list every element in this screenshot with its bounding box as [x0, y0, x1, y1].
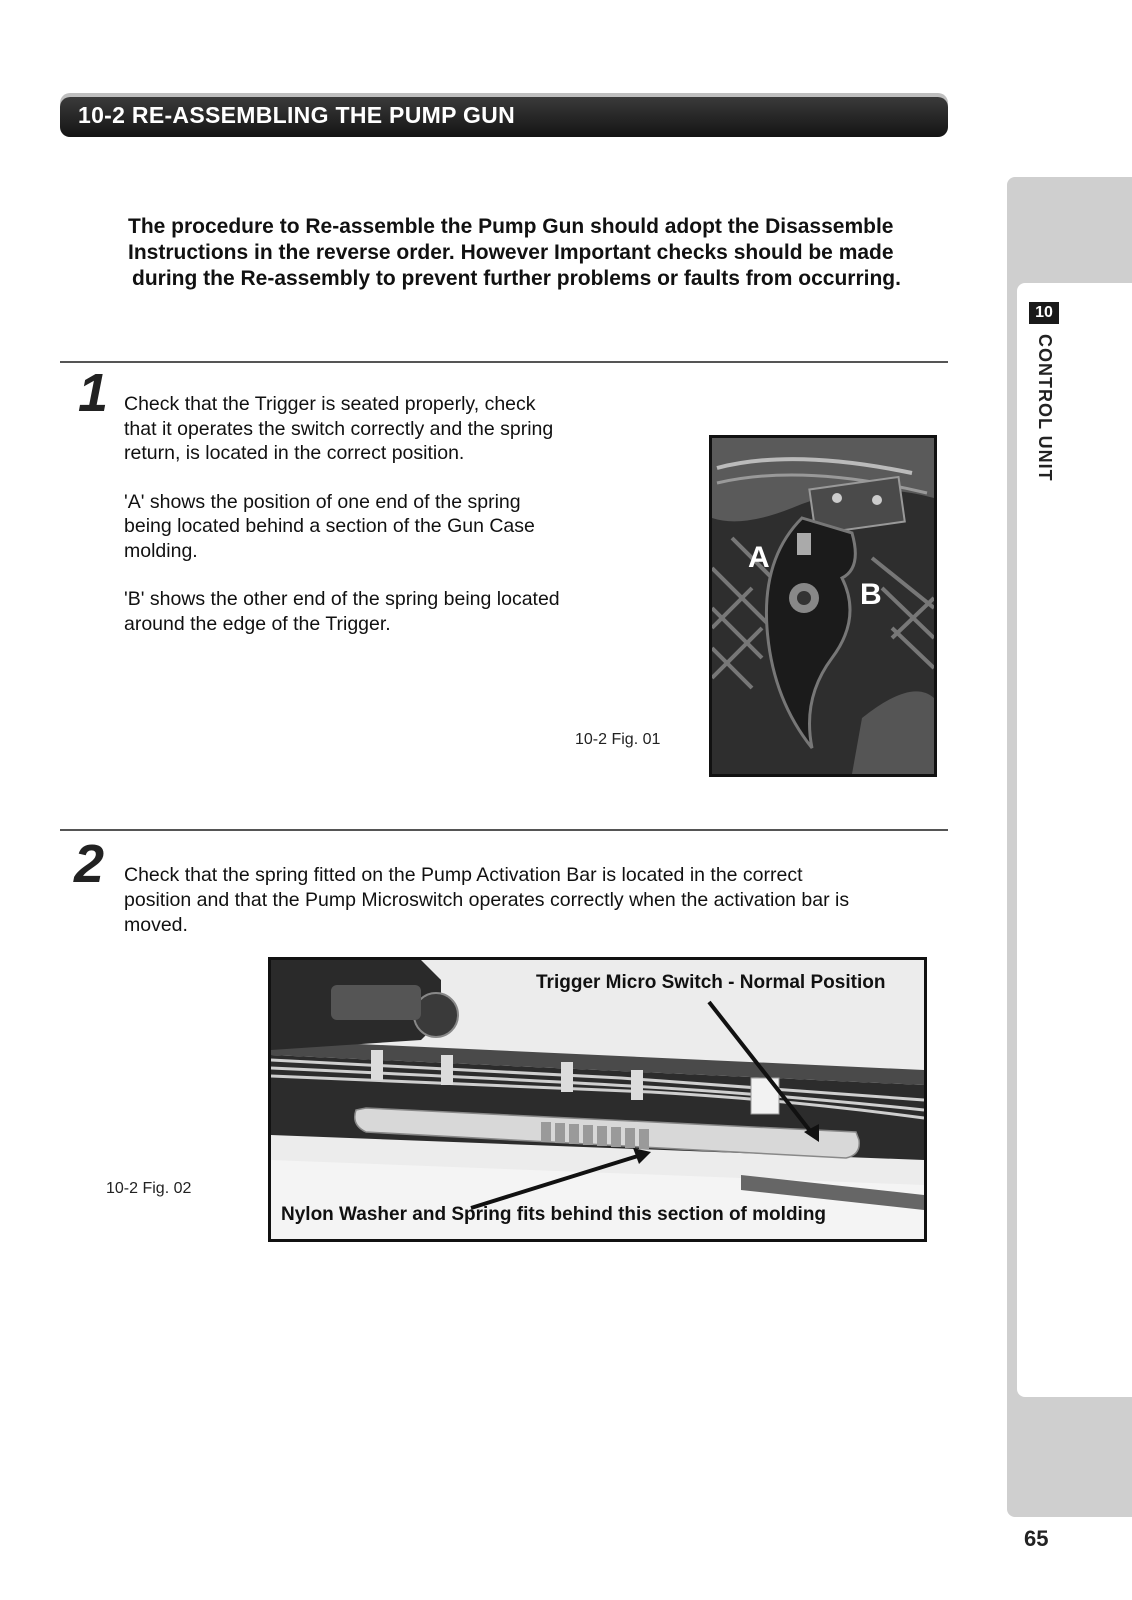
text-line: around the edge of the Trigger. — [124, 612, 391, 635]
trigger-photo — [709, 435, 937, 777]
pump-bar-photo-illustration — [271, 960, 924, 1239]
intro-line: Instructions in the reverse order. However Important checks should be made — [128, 241, 894, 264]
chapter-label: CONTROL UNIT — [1035, 334, 1055, 482]
step2-text — [124, 863, 948, 938]
figure-caption-02: 10-2 Fig. 02 — [106, 1180, 192, 1197]
figure-caption-01: 10-2 Fig. 01 — [575, 731, 661, 748]
section-divider — [60, 361, 948, 363]
intro-line: during the Re-assembly to prevent further problems or faults from occurring. — [132, 267, 901, 290]
step1-paragraph — [124, 490, 610, 564]
section-divider — [60, 829, 948, 831]
step1-paragraph — [124, 392, 610, 466]
step-number-2: 2 — [74, 834, 105, 894]
callout-trigger-micro-switch: Trigger Micro Switch - Normal Position — [536, 972, 886, 993]
photo-label-a: A — [748, 541, 770, 574]
text-line: moved. — [124, 914, 188, 936]
text-line: Check that the Trigger is seated properly, check — [124, 393, 536, 415]
trigger-photo-illustration — [712, 438, 934, 774]
step-number-1: 1 — [78, 363, 109, 423]
text-line: molding. — [124, 539, 198, 562]
page-number: 65 — [1024, 1526, 1049, 1551]
chapter-number-badge: 10 — [1029, 302, 1059, 324]
photo-label-b: B — [860, 578, 882, 611]
text-line: Check that the spring fitted on the Pump Activation Bar is located in the correct — [124, 864, 803, 886]
text-line: that it operates the switch correctly and the spring — [124, 417, 554, 440]
text-line: being located behind a section of the Gun Case — [124, 515, 535, 537]
intro-paragraph — [128, 214, 948, 292]
callout-nylon-washer: Nylon Washer and Spring fits behind this section of molding — [281, 1204, 827, 1225]
section-header-bar — [60, 97, 948, 137]
section-title: 10-2 RE-ASSEMBLING THE PUMP GUN — [78, 102, 515, 128]
step1-text — [124, 392, 610, 660]
text-line: return, is located in the correct position. — [124, 442, 465, 464]
step1-paragraph — [124, 587, 610, 636]
pump-bar-photo — [268, 957, 927, 1242]
text-line: 'B' shows the other end of the spring being located — [124, 588, 560, 610]
text-line: position and that the Pump Microswitch operates correctly when the activation bar is — [124, 889, 850, 911]
intro-line: The procedure to Re-assemble the Pump Gun should adopt the Disassemble — [128, 215, 894, 238]
text-line: 'A' shows the position of one end of the spring — [124, 490, 521, 513]
